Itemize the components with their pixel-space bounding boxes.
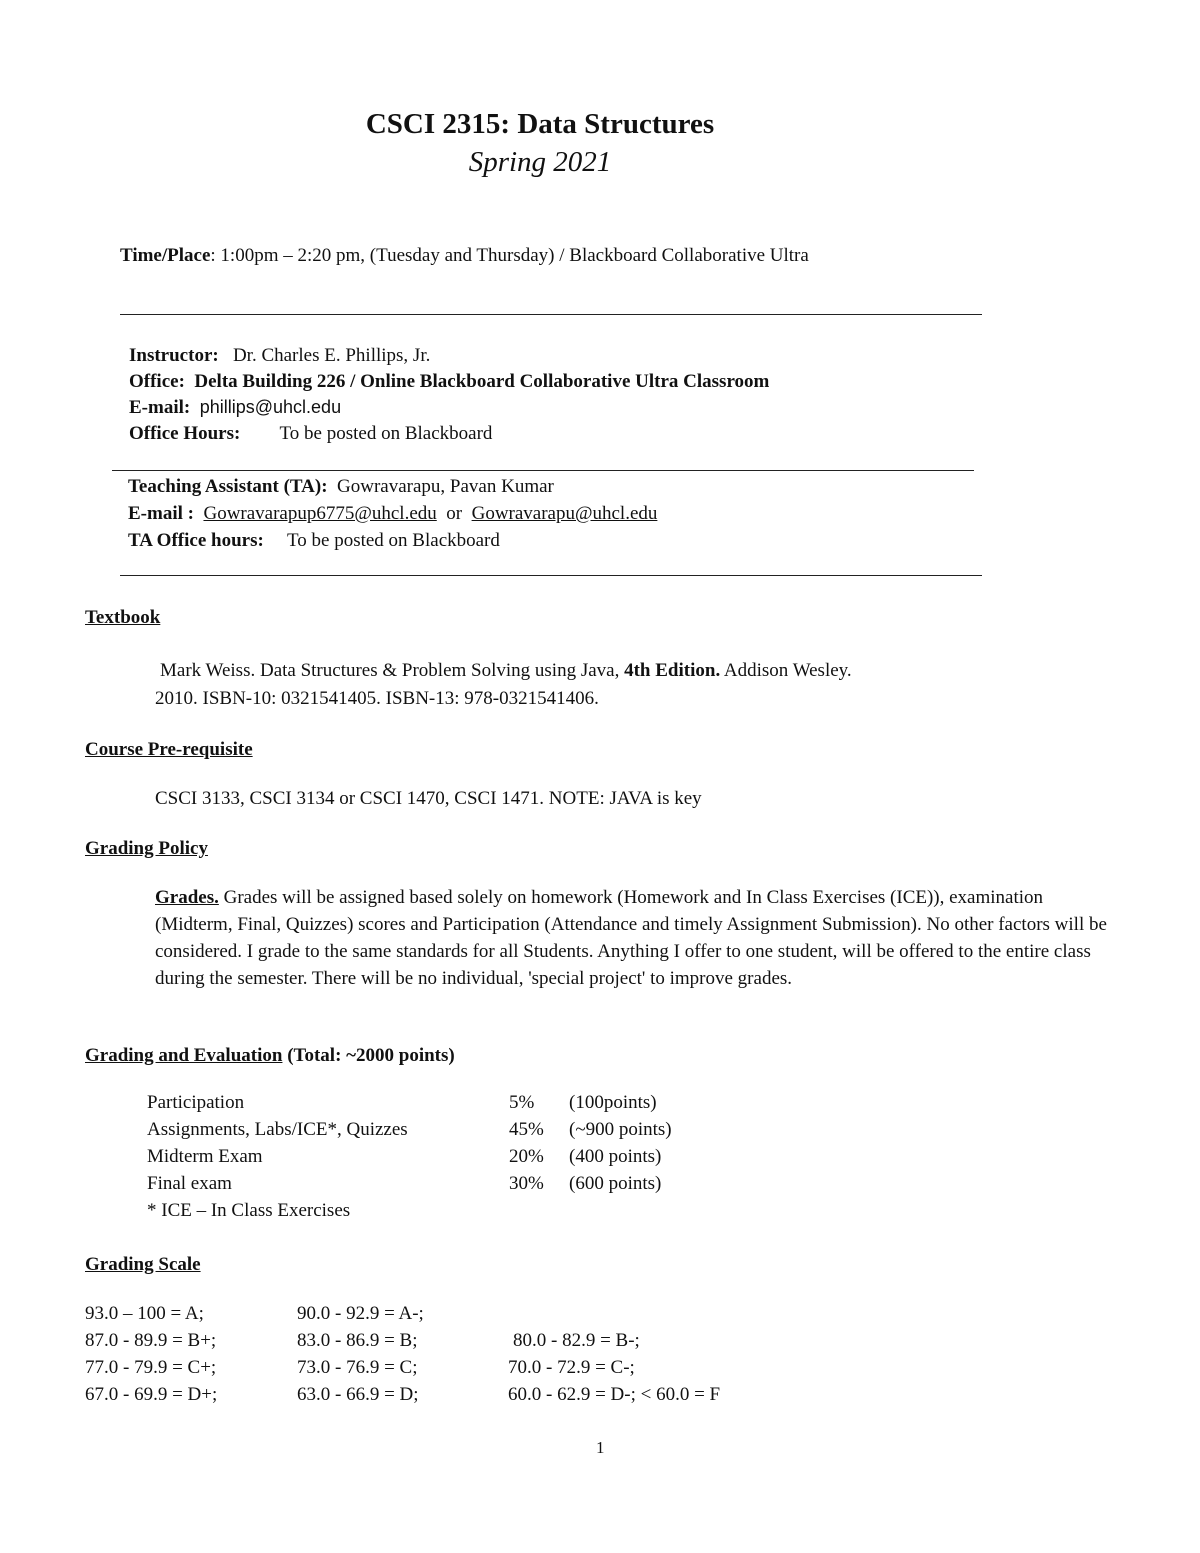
ta-email-label: E-mail : (128, 503, 194, 524)
time-place-value: : 1:00pm – 2:20 pm, (Tuesday and Thursday) / Blackboard Collaborative Ultra (210, 245, 809, 266)
textbook-line-1 (160, 660, 852, 682)
evaluation-percent: 20% (509, 1146, 544, 1167)
scale-cell: 63.0 - 66.9 = D; (297, 1384, 419, 1405)
evaluation-points: (100points) (569, 1092, 657, 1113)
evaluation-percent: 5% (509, 1092, 535, 1113)
scale-cell: 77.0 - 79.9 = C+; (85, 1357, 217, 1378)
scale-cell: 83.0 - 86.9 = B; (297, 1330, 418, 1351)
ta-hours-value: To be posted on Blackboard (286, 530, 500, 551)
divider (112, 470, 974, 471)
evaluation-heading-line (85, 1045, 455, 1067)
email-label: E-mail: (129, 397, 191, 418)
evaluation-heading: Grading and Evaluation (85, 1045, 283, 1066)
evaluation-item: Assignments, Labs/ICE*, Quizzes (147, 1119, 408, 1140)
scale-row (85, 1303, 845, 1330)
scale-cell: 90.0 - 92.9 = A-; (297, 1303, 424, 1324)
evaluation-footnote-row (147, 1200, 747, 1227)
office-hours-value: To be posted on Blackboard (279, 423, 493, 444)
evaluation-row (147, 1092, 747, 1119)
grading-scale-table (85, 1303, 845, 1411)
office-hours-line (129, 423, 492, 445)
ta-email-line (128, 503, 657, 525)
divider (120, 314, 982, 315)
ta-email-link-1[interactable]: Gowravarapup6775@uhcl.edu (203, 503, 437, 524)
scale-cell: 87.0 - 89.9 = B+; (85, 1330, 217, 1351)
ta-email-link-2[interactable]: Gowravarapu@uhcl.edu (471, 503, 658, 524)
term: Spring 2021 (468, 146, 612, 178)
evaluation-row (147, 1146, 747, 1173)
evaluation-row (147, 1173, 747, 1200)
textbook-heading: Textbook (85, 607, 161, 628)
instructor-line (129, 345, 430, 367)
instructor-label: Instructor: (129, 345, 219, 366)
evaluation-points: (400 points) (569, 1146, 662, 1167)
evaluation-points: (600 points) (569, 1173, 662, 1194)
evaluation-item: Final exam (147, 1173, 232, 1194)
textbook-publisher: Addison Wesley. (723, 660, 852, 681)
evaluation-item: Participation (147, 1092, 245, 1113)
scale-cell: 60.0 - 62.9 = D-; < 60.0 = F (508, 1384, 721, 1405)
time-place-line (120, 245, 809, 267)
ta-hours-label: TA Office hours: (128, 530, 264, 551)
evaluation-percent: 30% (509, 1173, 544, 1194)
prereq-heading: Course Pre-requisite (85, 739, 253, 760)
scale-row (85, 1384, 845, 1411)
course-title: CSCI 2315: Data Structures (365, 108, 715, 140)
office-value: Delta Building 226 / Online Blackboard Collaborative Ultra Classroom (194, 371, 770, 392)
page-number: 1 (596, 1438, 605, 1457)
office-hours-label: Office Hours: (129, 423, 241, 444)
grading-scale-heading: Grading Scale (85, 1254, 201, 1275)
grades-label: Grades. (155, 887, 219, 908)
ta-label: Teaching Assistant (TA): (128, 476, 328, 497)
grades-text: Grades will be assigned based solely on homework (Homework and In Class Exercises (ICE)), examination (Midterm, Final, Quizzes) scores and Participation (Attendance and timely Assignment Submission). No other factors will be considered. I grade to the same standards for all Students. Anything I offer to one student, will be offered to the entire class during the semester. There will be no individual, 'special project' to improve grades. (155, 887, 1107, 989)
textbook-citation: Mark Weiss. Data Structures & Problem Solving using Java, (160, 660, 620, 681)
scale-row (85, 1357, 845, 1384)
scale-cell: 70.0 - 72.9 = C-; (508, 1357, 635, 1378)
ta-email-or: or (446, 503, 463, 524)
grading-policy-heading: Grading Policy (85, 838, 208, 859)
email-line (129, 397, 341, 419)
ta-line (128, 476, 554, 498)
ta-hours-line (128, 530, 500, 552)
divider (120, 575, 982, 576)
office-label: Office: (129, 371, 185, 392)
ta-name: Gowravarapu, Pavan Kumar (337, 476, 554, 497)
office-line (129, 371, 769, 393)
evaluation-table (147, 1092, 747, 1227)
instructor-name: Dr. Charles E. Phillips, Jr. (232, 345, 431, 366)
instructor-email[interactable]: phillips@uhcl.edu (199, 397, 342, 417)
evaluation-footnote: * ICE – In Class Exercises (147, 1200, 351, 1221)
scale-cell: 67.0 - 69.9 = D+; (85, 1384, 218, 1405)
prereq-text: CSCI 3133, CSCI 3134 or CSCI 1470, CSCI 1471. NOTE: JAVA is key (155, 788, 702, 809)
evaluation-points: (~900 points) (569, 1119, 672, 1140)
evaluation-total: (Total: ~2000 points) (287, 1045, 455, 1066)
textbook-isbn: 2010. ISBN-10: 0321541405. ISBN-13: 978-0321541406. (155, 688, 599, 709)
grading-policy-paragraph (155, 884, 1115, 992)
scale-row (85, 1330, 845, 1357)
evaluation-item: Midterm Exam (147, 1146, 263, 1167)
evaluation-percent: 45% (509, 1119, 544, 1140)
textbook-edition: 4th Edition. (624, 660, 721, 681)
evaluation-row (147, 1119, 747, 1146)
scale-cell: 80.0 - 82.9 = B-; (513, 1330, 640, 1351)
time-place-label: Time/Place (120, 245, 211, 266)
scale-cell: 73.0 - 76.9 = C; (297, 1357, 418, 1378)
scale-cell: 93.0 – 100 = A; (85, 1303, 204, 1324)
